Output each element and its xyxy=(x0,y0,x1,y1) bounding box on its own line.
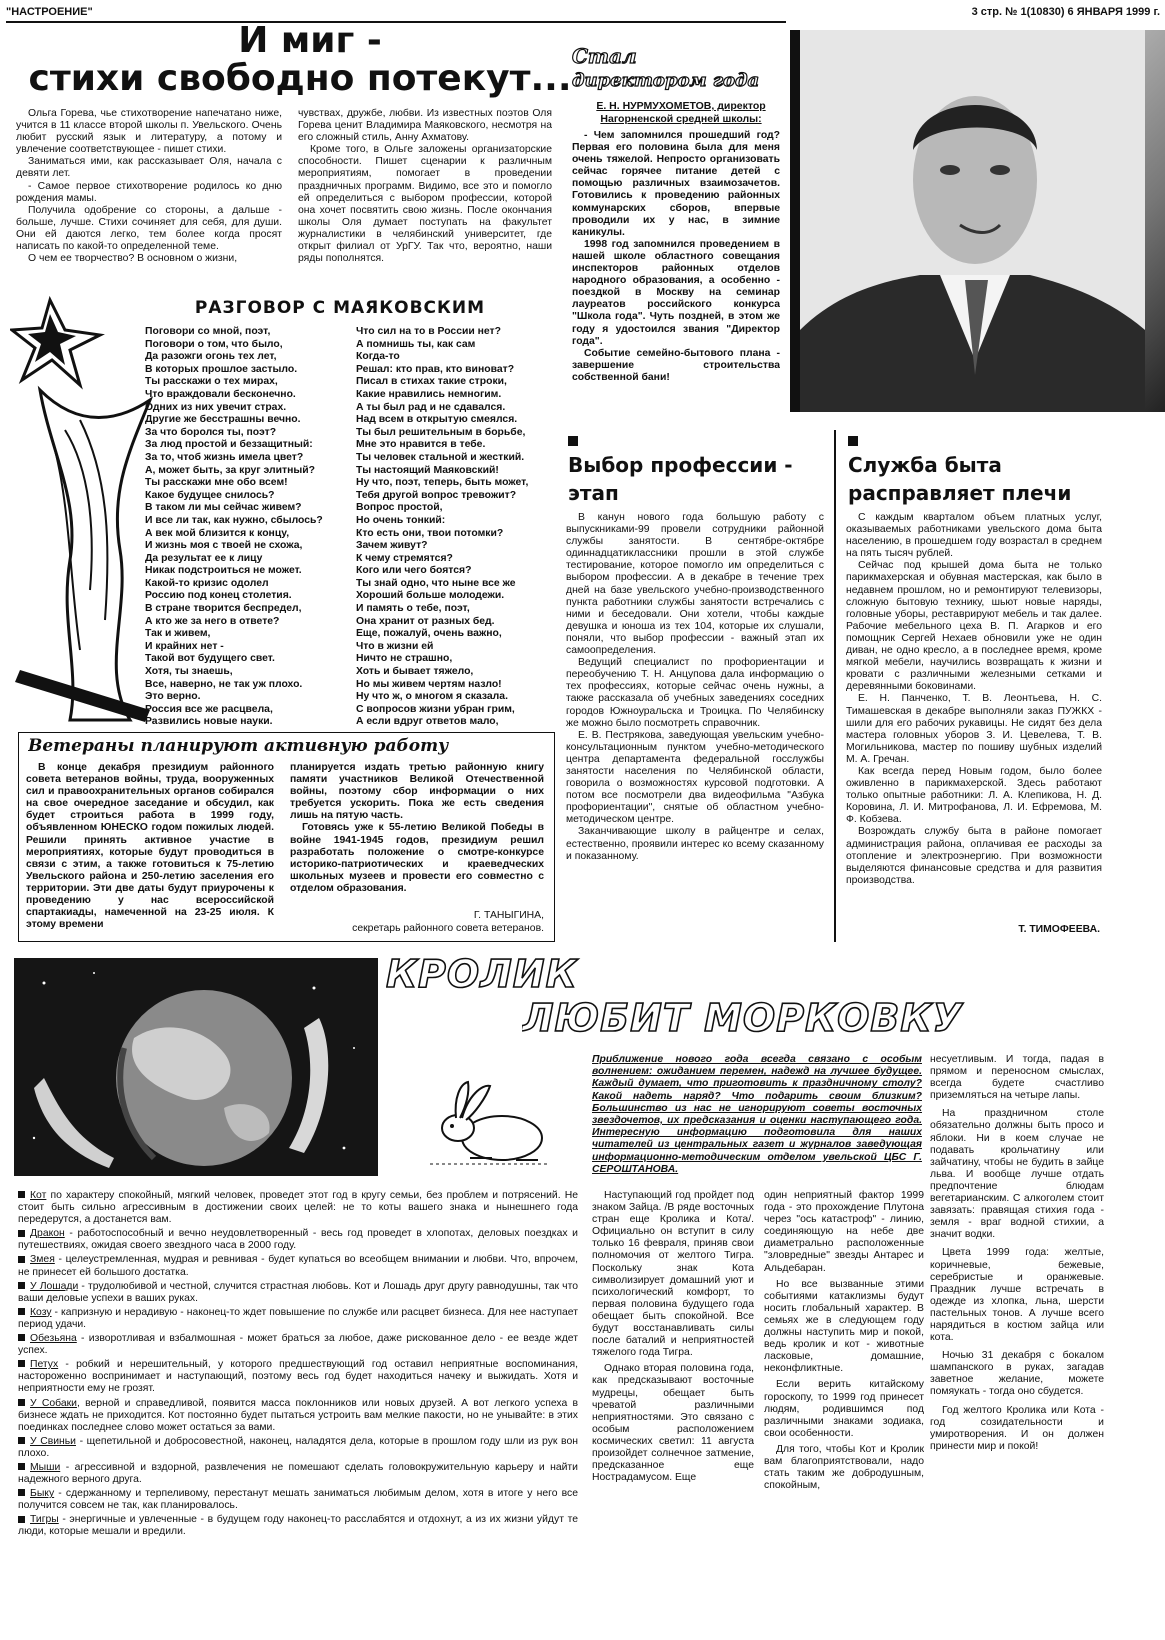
zodiac-forecast: - изворотливая и взбалмошная - может браться за любое, даже рискованное дело - ее везде ждет успех. xyxy=(18,1333,578,1357)
poem-line: Ты настоящий Маяковский! xyxy=(356,464,499,476)
poem-column-1 xyxy=(145,326,345,730)
poem-line: Но очень тонкий: xyxy=(356,514,446,526)
paragraph: Цвета 1999 года: желтые, коричневые, бежевые, серебристые и оранжевые. Праздник лучше встречать в одежде из хлопка, льна, шерсти пастельных тонов. А лучше всего нарядиться в костюм зайца или кота. xyxy=(930,1247,1104,1344)
zodiac-sign: Петух xyxy=(30,1359,59,1371)
bullet-square-icon xyxy=(18,1334,25,1341)
paragraph: Год желтого Кролика или Кота - год созидательности и умиротворения. И он должен принести мир и покой! xyxy=(930,1404,1104,1452)
poem-line: И все ли так, как нужно, сбылось? xyxy=(145,514,323,526)
column-divider xyxy=(834,430,836,942)
paragraph: В канун нового года большую работу с выпускниками-99 провели сотрудники районной службы занятости. В сентябре-октябре одиннадцатиклассники прошли в этой службе тестирование, которое помогло им определиться с выбором профессии. А в декабре в течение трех дней на базе увельского учебно-производственного пункта работники службы занятости встречались с ними и беседовали. Они хотели, чтобы каждые девушка и юноша из тех 104, которые их слушали, поняли, что выбор профессии - важный этап их самоопределения. xyxy=(566,512,824,657)
zodiac-sign: Быку xyxy=(30,1488,55,1500)
paragraph: Сейчас под крышей дома быта не только парикмахерская и обувная мастерская, как было в недавнем прошлом, но и ремонтируют телевизоры, сложную бытовую технику, шьют новые наряды, головные уборы, реставрируют мебель и так далее. Рабочие мебельного цеха В. П. Агарков и его помощник Сергей Нехаев обновили уже не один диван, не одно кресло, а в последнее время, кроме мягкой мебели, научились возвращать к жизни и кровати с различными железными сетками и деревянными боковинами. xyxy=(846,560,1102,693)
paragraph: Получила одобрение со стороны, а дальше - больше, лучше. Стихи сочиняет для себя, для души. Они ей даются легко, тем более когда просят написать по какой-то определенной теме. xyxy=(16,204,282,253)
bullet-square-icon xyxy=(18,1308,25,1315)
poem-line: А ты был рад и не сдавался. xyxy=(356,401,506,413)
paragraph: Возрождать службу быта в районе помогает администрация района, оплачивая ее расходы за отопление и электроэнергию. При возможности выделяются финансовые средства и для развития производства. xyxy=(846,826,1102,886)
zodiac-sign: Тигры xyxy=(30,1514,59,1526)
zodiac-forecast: - агрессивной и вздорной, развлечения не помешают сделать головокружительную карьеру и найти надежного верного друга. xyxy=(18,1461,578,1486)
poem-line: А век мой близится к концу, xyxy=(145,527,290,539)
poem-line: Поговори со мной, поэт, xyxy=(145,326,271,337)
poem-line: Какое будущее снилось? xyxy=(145,489,275,501)
paragraph: Событие семейно-бытового плана - завершение строительства собственной бани! xyxy=(572,347,780,383)
bullet-square-icon xyxy=(18,1399,25,1406)
bullet-square-icon xyxy=(18,1230,25,1237)
director-title-line1: Стал xyxy=(572,44,637,68)
poem-line: И жизнь моя с твоей не схожа, xyxy=(145,540,303,552)
poem-line: Кто есть они, твои потомки? xyxy=(356,527,504,539)
veterans-title: Ветераны планируют активную работу xyxy=(28,736,449,756)
bullet-square-icon xyxy=(18,1437,25,1444)
poem-title: РАЗГОВОР С МАЯКОВСКИМ xyxy=(194,298,486,318)
poem-line: Какие нравились немногим. xyxy=(356,388,502,400)
zodiac-sign: У Свиньи xyxy=(30,1435,76,1447)
director-byline: Е. Н. НУРМУХОМЕТОВ, директор Нагорненской средней школы: xyxy=(596,100,766,125)
poem-line: Да разожги огонь тех лет, xyxy=(145,351,277,363)
veterans-signature: Г. ТАНЫГИНА, xyxy=(473,910,544,921)
director-title-line2: директором года xyxy=(572,70,760,91)
article-title-line1: И миг - xyxy=(238,22,382,61)
poem-line: Еще, пожалуй, очень важно, xyxy=(356,628,502,640)
article-intro-col1 xyxy=(16,108,282,294)
rabbit-intro: Приближение нового года всегда связано с особым волнением: ожиданием перемен, надежд на лучшее будущее. Каждый думает, что приготовить к праздничному столу? Какой надеть наряд? Что подарить своим близким? Большинство из нас не игнорируют советы восточных звездочетов, их предсказания и оценки наступающего года. Интересную информацию подготовила для наших читателей из центральных газет и журналов заведующая информационно-методическим отделом увельской ЦБС Г. СЕРОШТАНОВА. xyxy=(592,1054,922,1175)
quill-illustration xyxy=(10,290,160,730)
horoscope-entry xyxy=(18,1190,578,1226)
bullet-square-icon xyxy=(18,1360,25,1367)
zodiac-forecast: - сдержанному и терпеливому, перестанут мешать заниматься любимым делом, хотя в итоге у него все получится совсем не так, как планировалось. xyxy=(18,1488,578,1512)
zodiac-sign: Змея xyxy=(30,1254,55,1266)
horoscope-list xyxy=(18,1190,578,1636)
poem-line: Все, наверно, не так уж плохо. xyxy=(145,678,303,690)
poem-line: Ты человек стальной и жесткий. xyxy=(356,451,525,463)
zodiac-sign: У Собаки xyxy=(30,1397,77,1409)
zodiac-sign: Кот xyxy=(30,1190,47,1201)
poem-line: За что боролся ты, поэт? xyxy=(145,426,277,438)
service-signature: Т. ТИМОФЕЕВА. xyxy=(1018,924,1100,935)
poem-line: Россия все же расцвела, xyxy=(145,703,273,715)
paragraph: Ольга Горева, чье стихотворение напечатано ниже, учится в 11 классе второй школы п. Увельского. Очень любит русский язык и литературу, а потому и увлечение соответствующее - пишет стихи. xyxy=(16,108,282,156)
poem-line: Ну что ж, о многом я сказала. xyxy=(356,691,508,703)
poem-line: Вопрос простой, xyxy=(356,502,443,514)
paragraph: С каждым кварталом объем платных услуг, оказываемых работниками увельского дома быта населению, в прошедшем году возрастал в среднем на пять тысяч рублей. xyxy=(846,512,1102,560)
poem-line: Решал: кто прав, кто виноват? xyxy=(356,363,515,375)
paragraph: один неприятный фактор 1999 года - это прохождение Плутона через "ось катастроф" - линию, соединяющую на небе две диаметрально расположенные "зловредные" звезды Антарес и Альдебаран. xyxy=(764,1190,924,1274)
poem-line: А если вдруг ответов мало, xyxy=(356,716,499,728)
bullet-square-icon xyxy=(18,1191,25,1198)
zodiac-forecast: - работоспособный и вечно неудовлетворенный - весь год проведет в хлопотах, деловых поездках и путешествиях, ожидая своего звездного часа в 2000 году. xyxy=(18,1228,578,1252)
horoscope-entry xyxy=(18,1398,578,1434)
profession-title-line2: этап xyxy=(568,481,619,505)
poem-line xyxy=(145,729,345,730)
globe-hands-image xyxy=(14,958,378,1176)
paragraph: Если верить китайскому гороскопу, то 1999 год принесет людям, родившимся под различными знаками зодиака, свои особенности. xyxy=(764,1379,924,1439)
paragraph: Е. Н. Панченко, Т. В. Леонтьева, Н. С. Тимашевская в декабре выполняли заказ ПУЖКХ - шили для его рабочих рукавицы. Не сидят без дела мастера головных уборов З. И. Цевелева, Т. В. Могильникова, мастер по пошиву шубных изделий М. А. Гречан. xyxy=(846,693,1102,765)
paragraph: В конце декабря президиум районного совета ветеранов войны, труда, вооруженных сил и правоохранительных органов собирался на свое очередное заседание и обсудил, как будет строиться работа в 1999 году, объявленном ЮНЕСКО годом пожилых людей. Решили принять активное участие в мероприятиях, которые будут проводиться в связи с этим, а также готовиться к 75-летию Увельского района и 250-летию заселения его территории. Эти две даты будут приурочены к проведению у нас всероссийской спартакиады, намеченной на 23-25 июля. К этому времени xyxy=(26,762,274,931)
bullet-square-icon xyxy=(18,1489,25,1496)
poem-line: Тебя другой вопрос тревожит? xyxy=(356,489,517,501)
zodiac-forecast: - энергичные и увлеченные - в будущем году наконец-то расслабятся и отдохнут, а из их жизни уйдут те люди, которые мешали и вредили. xyxy=(18,1514,578,1538)
poem-line: Какой-то кризис одолел xyxy=(145,577,269,589)
poem-line: Другие же бесстрашны вечно. xyxy=(145,414,301,426)
director-photo xyxy=(790,30,1165,412)
service-text xyxy=(846,512,1102,922)
poem-line: Ты знай одно, что ныне все же xyxy=(356,577,516,589)
poem-line: Ты был решительным в борьбе, xyxy=(356,426,526,438)
poem-line: В стране творится беспредел, xyxy=(145,603,302,615)
zodiac-sign: Дракон xyxy=(30,1228,65,1240)
zodiac-sign: У Лошади xyxy=(30,1280,79,1292)
poem-line: Хоть и бывает тяжело, xyxy=(356,666,474,678)
paragraph: Как всегда перед Новым годом, было более оживленно в парикмахерской. Здесь работают только опытные работники: Л. А. Клепикова, Н. Д. Коровина, Л. И. Митрофанова, Л. И. Ефремова, М. Ф. Кобзева. xyxy=(846,765,1102,826)
poem-line: Ты расскажи мне обо всем! xyxy=(145,477,288,489)
article-title-line2: стихи свободно потекут... xyxy=(28,60,572,99)
rabbit-col3 xyxy=(930,1054,1104,1634)
paragraph: Ночью 31 декабря с бокалом шампанского в руках, загадав заветное желание, можете помяукать - тогда оно сбудется. xyxy=(930,1350,1104,1398)
paragraph: Наступающий год пройдет под знаком Зайца. /В ряде восточных стран еще Кролика и Кота/. Официально он вступит в силу только 16 февраля, приняв свои полномочия от желтого Тигра. Поскольку знак Кота символизирует домашний уют и психологический комфорт, то первая половина будущего года обещает быть спокойной. Все будут восстанавливать силы после баталий и неприятностей тяжелого года Тигра. xyxy=(592,1190,754,1359)
poem-line: Зачем живут? xyxy=(356,540,428,552)
poem-line: Развились новые науки. xyxy=(145,716,273,728)
horoscope-entry xyxy=(18,1254,578,1278)
service-title-line2: расправляет плечи xyxy=(848,481,1072,505)
poem-column-2 xyxy=(356,326,552,730)
horoscope-entry xyxy=(18,1333,578,1357)
bullet-square-icon xyxy=(18,1463,25,1470)
zodiac-forecast: - целеустремленная, мудрая и ревнивая - будет купаться во всеобщем внимании и любви. Что, впрочем, не принесет ей большого достатка. xyxy=(18,1254,578,1278)
poem-line: Да результат ее к лицу xyxy=(145,552,263,564)
profession-marker xyxy=(568,436,578,446)
paragraph: О чем ее творчество? В основном о жизни, xyxy=(28,253,238,265)
poem-line: Что враждовали бесконечно. xyxy=(145,388,296,400)
service-marker xyxy=(848,436,858,446)
poem-line: Такой вот будущего свет. xyxy=(145,653,275,665)
zodiac-forecast: - щепетильной и добросовестной, наконец, наладятся дела, которые в прошлом году шли из рук вон плохо. xyxy=(18,1435,578,1459)
paragraph: Кроме того, в Ольге заложены организаторские способности. Пишет сценарии к различным мероприятиям, помогает в проведении праздничных программ. Видимо, все это и помогло ей определиться с выбором профессии, которой она хочет посвятить свою жизнь. После окончания школы Оля думает поступать на факультет журналистики в челябинский университет, где открыт филиал от УрГУ. Так что, вероятно, наши ряды пополнятся. xyxy=(298,144,552,265)
poem-line: В таком ли мы сейчас живем? xyxy=(145,502,302,514)
section-name: "НАСТРОЕНИЕ" xyxy=(6,6,93,18)
zodiac-forecast: по характеру спокойный, мягкий человек, проведет этот год в кругу семьи, без проблем и потрясений. Не стоит быть сильно агрессивным в достижении своих целей: не то коты вашего знака и нынешнего года передерутся, а достанется вам. xyxy=(18,1190,578,1226)
poem-line xyxy=(356,729,552,730)
horoscope-entry xyxy=(18,1307,578,1331)
bullet-square-icon xyxy=(18,1516,25,1523)
horoscope-entry xyxy=(18,1514,578,1538)
poem-line: Но мы живем чертям назло! xyxy=(356,678,502,690)
horoscope-entry xyxy=(18,1228,578,1252)
horoscope-entry xyxy=(18,1488,578,1512)
service-title-line1: Служба быта xyxy=(848,453,1002,477)
zodiac-forecast: - трудолюбивой и честной, случится страстная любовь. Кот и Лошадь друг другу равнодушны, так что ваши деловые успехи в ваших руках. xyxy=(18,1280,578,1304)
poem-line: А, может быть, за круг элитный? xyxy=(145,464,315,476)
rabbit-illustration xyxy=(430,1076,550,1170)
horoscope-entry xyxy=(18,1359,578,1395)
bullet-square-icon xyxy=(18,1256,25,1263)
poem-line: Ты расскажи о тех мирах, xyxy=(145,376,278,388)
poem-line: Писал в стихах такие строки, xyxy=(356,376,507,388)
rabbit-col2 xyxy=(764,1190,924,1636)
poem-line: Над всем в открытую смеялся. xyxy=(356,414,518,426)
horoscope-entry xyxy=(18,1281,578,1305)
poem-line: Что сил на то в России нет? xyxy=(356,326,501,337)
zodiac-sign: Обезьяна xyxy=(30,1333,77,1345)
poem-line: Никак подстроиться не может. xyxy=(145,565,302,577)
paragraph: Однако вторая половина года, как предсказывают восточные мудрецы, обещает быть чреватой различными неприятностями. Это связано с особым расположением космических светил: 11 августа произойдет солнечное затмение, предсказанное еще Нострадамусом. Еще xyxy=(592,1363,754,1484)
profession-text xyxy=(566,512,824,942)
veterans-col2 xyxy=(290,762,544,912)
rabbit-title-line2: ЛЮБИТ МОРКОВКУ xyxy=(522,996,963,1040)
poem-line: К чему стремятся? xyxy=(356,552,453,564)
paragraph: планируется издать третью районную книгу памяти участников Великой Отечественной войны, поэтому сбор информации о них требуется ускорить. Пока же есть сведения лишь на пятую часть. xyxy=(290,762,544,822)
paragraph: несуетливым. И тогда, падая в прямом и переносном смыслах, всегда будете счастливо приземляться на четыре лапы. xyxy=(930,1054,1104,1102)
poem-line: Мне это нравится в тебе. xyxy=(356,439,486,451)
poem-line: В которых прошлое застыло. xyxy=(145,363,298,375)
poem-line: За то, чтоб жизнь имела цвет? xyxy=(145,451,304,463)
poem-line: И крайних нет - xyxy=(145,640,224,652)
bullet-square-icon xyxy=(18,1282,25,1289)
veterans-signature-role: секретарь районного совета ветеранов. xyxy=(352,923,544,934)
poem-line: С вопросов жизни убран грим, xyxy=(356,703,515,715)
zodiac-forecast: - капризную и нерадивую - наконец-то ждет повышение по службе или расцвет бизнеса. Для нее наступает период удачи. xyxy=(18,1306,578,1330)
zodiac-sign: Мыши xyxy=(30,1461,61,1473)
zodiac-forecast: - робкий и нерешительный, у которого предшествующий год оставил неприятные воспоминания, настороженно воспринимает и наступающий, поэтому весь год будет находиться начеку и выжидать. Хотя и неприятности ему не грозят. xyxy=(18,1359,578,1395)
poem-line: Кого или чего боятся? xyxy=(356,565,472,577)
paragraph: 1998 год запомнился проведением в нашей школе областного совещания инспекторов районных отделов народного образования, а особенно - поездкой в Москву на семинар лауреатов российского конкурса "Школа года". Чуть поздней, в этом же году я удостоился звания "Директор года". xyxy=(572,238,780,347)
poem-line: Одних из них увечит страх. xyxy=(145,401,287,413)
paragraph: - Чем запомнился прошедший год? Первая его половина была для меня очень тяжелой. Непросто организовать сейчас горячее питание детей с помощью различных взаимозачетов. Готовились к проведению районных коммунарских сборов, впервые проводили их у нас, в зимние каникулы. xyxy=(572,130,780,238)
director-text xyxy=(572,130,780,416)
paragraph: Е. В. Пестрякова, заведующая увельским учебно-консультационным пунктом учебно-методического центра департамента федеральной госслужбы занятости населения по Челябинской области, говорила о возможностях курсовой подготовки. А потом все посмотрели два видеофильма "Азбука профориентации", снятые об областном учебно-методическом центре. xyxy=(566,729,824,826)
poem-line: Что в жизни ей xyxy=(356,640,434,652)
paragraph: Заканчивающие школу в райцентре и селах, естественно, проявили интерес ко всему сказанному и показанному. xyxy=(566,826,824,862)
poem-line: Она хранит от разных бед. xyxy=(356,615,495,627)
poem-line: Это верно. xyxy=(145,691,201,703)
paragraph: Готовясь уже к 55-летию Великой Победы в войне 1941-1945 годов, президиум решил разработать положение о смотре-конкурсе историко-патриотических и краеведческих школьных музеев и провести его совместно с отделом образования. xyxy=(290,822,544,894)
poem-line: Хотя, ты знаешь, xyxy=(145,666,233,678)
poem-line: А помнишь ты, как сам xyxy=(356,338,476,350)
rabbit-title-line1: КРОЛИК xyxy=(386,952,578,996)
poem-line: Россию под конец столетия. xyxy=(145,590,292,602)
paragraph: Но все вызванные этими событиями катаклизмы будут носить глобальный характер. В семьях же в следующем году должны наступить мир и покой, ведь кролик и кот - животные ласковые, домашние, неконфликтные. xyxy=(764,1278,924,1375)
poem-line: А кто же за него в ответе? xyxy=(145,615,280,627)
paragraph: Для того, чтобы Кот и Кролик вам благоприятствовали, надо стать таким же добродушным, спокойным, xyxy=(764,1443,924,1492)
poem-line: Когда-то xyxy=(356,351,400,363)
rabbit-col1 xyxy=(592,1190,754,1636)
paragraph: - Самое первое стихотворение родилось ко дню рождения мамы. xyxy=(16,180,282,204)
horoscope-entry xyxy=(18,1462,578,1486)
poem-line: И память о тебе, поэт, xyxy=(356,603,470,615)
paragraph: Ведущий специалист по профориентации и переобучению Т. Н. Анцупова дала информацию о тех профессиях, которые сейчас очень нужны, а также рассказала об учебных заведениях соседних городов Южноуральска и Троицка. По Челябинску же можно было посмотреть справочник. xyxy=(566,657,824,729)
paragraph: чувствах, дружбе, любви. Из известных поэтов Оля Горева ценит Владимира Маяковского, несмотря на его сложный стиль, Анну Ахматову. xyxy=(298,108,552,144)
article-intro-col2 xyxy=(298,108,552,294)
zodiac-sign: Козу xyxy=(30,1306,52,1318)
issue-info: 3 стр. № 1(10830) 6 ЯНВАРЯ 1999 г. xyxy=(971,6,1160,18)
poem-line: Ну что, поэт, теперь, быть может, xyxy=(356,477,529,489)
poem-line: Ничто не страшно, xyxy=(356,653,453,665)
poem-line: За люд простой и беззащитный: xyxy=(145,439,313,451)
profession-title-line1: Выбор профессии - xyxy=(568,453,793,477)
poem-line: Так и живем, xyxy=(145,628,211,640)
veterans-col1 xyxy=(26,762,274,938)
horoscope-entry xyxy=(18,1436,578,1460)
poem-line: Хороший больше молодежи. xyxy=(356,590,505,602)
zodiac-forecast: , верной и справедливой, появится масса поклонников или новых друзей. А вот легкого успеха в бизнесе ждать не приходится. Кот постоянно будет пытаться устроить вам мелкие пакости, но не унывайте: в этих поединках последнее слово может остаться за вами. xyxy=(18,1397,578,1433)
poem-line: Поговори о том, что было, xyxy=(145,338,283,350)
paragraph: На праздничном столе обязательно должны быть просо и яблоки. Ни в коем случае не подавать крольчатину или зайчатину, чтобы не будить в зайце льва. И вообще лучше отдать предпочтение блюдам вегетарианским. С алкоголем стоит завязать: правящая стихия года - земля - враг водной стихии, а значит водки. xyxy=(930,1108,1104,1241)
paragraph: Заниматься ими, как рассказывает Оля, начала с девяти лет. xyxy=(16,156,282,180)
